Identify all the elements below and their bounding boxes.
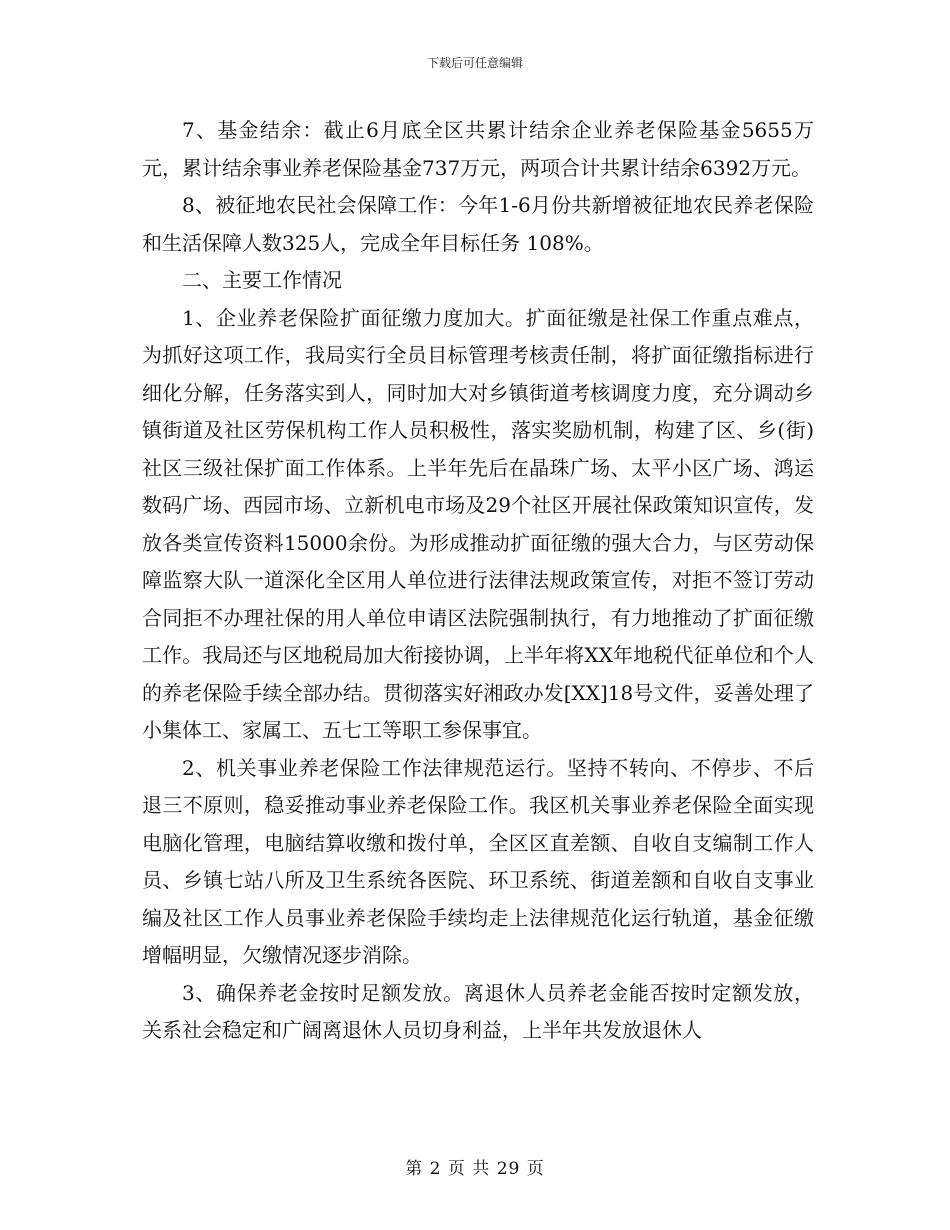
paragraph-institution-pension: 2、机关事业养老保险工作法律规范运行。坚持不转向、不停步、不后退三不原则，稳妥推动事业养老保险工作。我区机关事业养老保险全面实现电脑化管理，电脑结算收缴和拨付单，全区区直差额、自收自支编制工作人员、乡镇七站八所及卫生系统各医院、环卫系统、街道差额和自收自支事业编及社区工作人员事业养老保险手续均走上法律规范化运行轨道，基金征缴增幅明显，欠缴情况逐步消除。: [142, 755, 814, 967]
paragraph-enterprise-pension: 1、企业养老保险扩面征缴力度加大。扩面征缴是社保工作重点难点，为抓好这项工作，我局实行全员目标管理考核责任制，将扩面征缴指标进行细化分解，任务落实到人，同时加大对乡镇街道考核调度力度，充分调动乡镇街道及社区劳保机构工作人员积极性，落实奖励机制，构建了区、乡(街)社区三级社保扩面工作体系。上半年先后在晶珠广场、太平小区广场、鸿运数码广场、西园市场、立新机电市场及29个社区开展社保政策知识宣传，发放各类宣传资料15000余份。为形成推动扩面征缴的强大合力，与区劳动保障监察大队一道深化全区用人单位进行法律法规政策宣传，对拒不签订劳动合同拒不办理社保的用人单位申请区法院强制执行，有力地推动了扩面征缴工作。我局还与区地税局加大衔接协调，上半年将XX年地税代征单位和个人的养老保险手续全部办结。贯彻落实好湘政办发[XX]18号文件，妥善处理了小集体工、家属工、五七工等职工参保事宜。: [142, 305, 814, 742]
page-number: 第 2 页 共 29 页: [405, 1159, 545, 1179]
document-body: [142, 112, 814, 1050]
paragraph-pension-payment: 3、确保养老金按时足额发放。离退休人员养老金能否按时定额发放，关系社会稳定和广阔离退休人员切身利益，上半年共发放退休人: [142, 980, 814, 1042]
paragraph-land-farmers: 8、被征地农民社会保障工作：今年1-6月份共新增被征地农民养老保险和生活保障人数325人，完成全年目标任务 108%。: [142, 193, 814, 255]
paragraph-fund-balance: 7、基金结余：截止6月底全区共累计结余企业养老保险基金5655万元，累计结余事业养老保险基金737万元，两项合计共累计结余6392万元。: [142, 118, 814, 180]
download-note: 下载后可任意编辑: [426, 56, 523, 70]
section-heading-main-work: 二、主要工作情况: [182, 268, 342, 292]
